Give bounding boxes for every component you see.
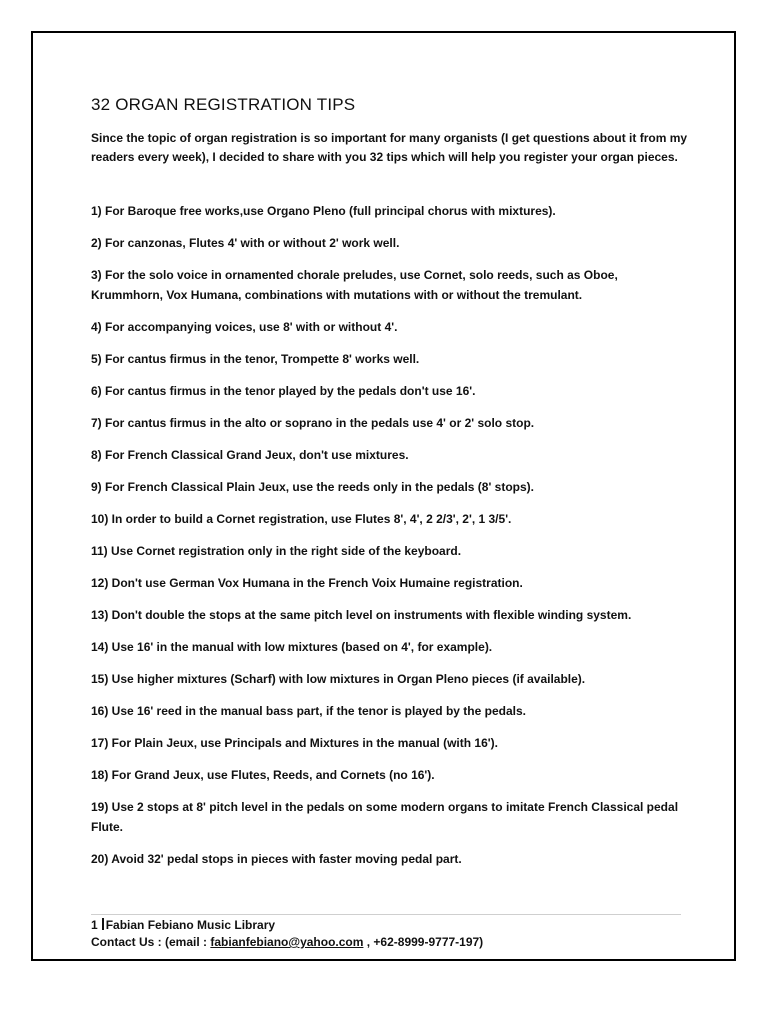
tip-item: 11) Use Cornet registration only in the right side of the keyboard. [91,544,462,558]
email-link[interactable]: fabianfebiano@yahoo.com [210,935,364,949]
tip-item: 4) For accompanying voices, use 8' with or without 4'. [91,320,398,334]
document-page [31,31,736,961]
document-title: 32 ORGAN REGISTRATION TIPS [91,95,356,114]
tip-item: 19) Use 2 stops at 8' pitch level in the pedals on some modern organs to imitate French Classical pedal Flute. [91,800,679,834]
footer-divider [91,914,681,915]
document-body [91,95,691,881]
contact-prefix: Contact Us : (email : [91,935,211,949]
footer-line-2 [91,934,483,951]
intro-paragraph: Since the topic of organ registration is so important for many organists (I get questions about it from my readers every week), I decided to share with you 32 tips which will help you register your organ pieces. [91,131,688,164]
tip-item: 13) Don't double the stops at the same pitch level on instruments with flexible winding system. [91,608,632,622]
tip-item: 3) For the solo voice in ornamented chorale preludes, use Cornet, solo reeds, such as Oboe, Krummhorn, Vox Humana, combinations with mutations with or without the tremulant. [91,268,618,302]
contact-suffix: , +62-8999-9777-197) [363,935,484,949]
tip-item: 18) For Grand Jeux, use Flutes, Reeds, and Cornets (no 16'). [91,768,435,782]
tip-item: 5) For cantus firmus in the tenor, Trompette 8' works well. [91,352,420,366]
tip-item: 12) Don't use German Vox Humana in the French Voix Humaine registration. [91,576,523,590]
tip-item: 6) For cantus firmus in the tenor played by the pedals don't use 16'. [91,384,476,398]
tip-item: 10) In order to build a Cornet registration, use Flutes 8', 4', 2 2/3', 2', 1 3/5'. [91,512,512,526]
tip-item: 1) For Baroque free works,use Organo Pleno (full principal chorus with mixtures). [91,204,556,218]
page-footer [91,917,483,951]
tip-item: 20) Avoid 32' pedal stops in pieces with faster moving pedal part. [91,852,462,866]
library-name: Fabian Febiano Music Library [105,918,276,932]
separator-bar [102,918,104,930]
tip-item: 16) Use 16' reed in the manual bass part, if the tenor is played by the pedals. [91,704,526,718]
footer-line-1 [91,917,483,934]
tips-list [91,201,691,869]
tip-item: 7) For cantus firmus in the alto or soprano in the pedals use 4' or 2' solo stop. [91,416,535,430]
tip-item: 2) For canzonas, Flutes 4' with or without 2' work well. [91,236,400,250]
tip-item: 8) For French Classical Grand Jeux, don't use mixtures. [91,448,409,462]
tip-item: 17) For Plain Jeux, use Principals and Mixtures in the manual (with 16'). [91,736,498,750]
page-number: 1 [91,918,98,932]
tip-item: 14) Use 16' in the manual with low mixtures (based on 4', for example). [91,640,493,654]
tip-item: 9) For French Classical Plain Jeux, use the reeds only in the pedals (8' stops). [91,480,534,494]
tip-item: 15) Use higher mixtures (Scharf) with low mixtures in Organ Pleno pieces (if available). [91,672,586,686]
